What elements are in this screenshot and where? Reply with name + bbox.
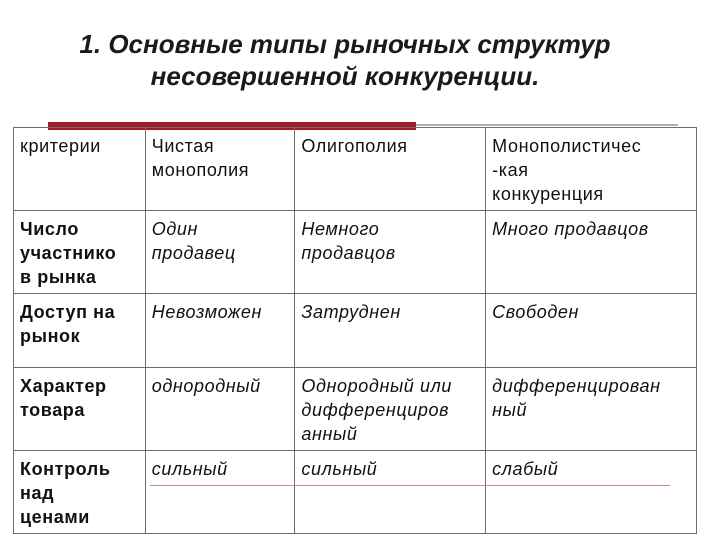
market-structures-table [13, 127, 697, 534]
table-row [14, 211, 697, 294]
cell-pure-monopoly: однородный [145, 368, 295, 451]
table-header-row [14, 128, 697, 211]
cell-oligopoly: Немного продавцов [295, 211, 486, 294]
table-row [14, 294, 697, 368]
cell-monopolistic: дифференцирован ный [486, 368, 697, 451]
row-criterion: Число участнико в рынка [14, 211, 146, 294]
cell-monopolistic: слабый [486, 451, 697, 534]
cell-pure-monopoly: Невозможен [145, 294, 295, 368]
cell-pure-monopoly: сильный [145, 451, 295, 534]
slide-title [0, 28, 690, 92]
cell-monopolistic: Свободен [486, 294, 697, 368]
header-pure-monopoly: Чистая монополия [145, 128, 295, 211]
row-criterion: Характер товара [14, 368, 146, 451]
decorative-pink-line [150, 485, 670, 486]
cell-oligopoly: сильный [295, 451, 486, 534]
cell-pure-monopoly: Один продавец [145, 211, 295, 294]
cell-oligopoly: Затруднен [295, 294, 486, 368]
row-criterion: Доступ на рынок [14, 294, 146, 368]
title-line-2: несовершенной конкуренции. [150, 61, 540, 91]
header-criteria: критерии [14, 128, 146, 211]
row-criterion: Контроль над ценами [14, 451, 146, 534]
title-line-1: 1. Основные типы рыночных структур [79, 29, 611, 59]
cell-oligopoly: Однородный или дифференциров анный [295, 368, 486, 451]
header-monopolistic-competition: Монополистичес -кая конкуренция [486, 128, 697, 211]
cell-monopolistic: Много продавцов [486, 211, 697, 294]
table-row [14, 368, 697, 451]
table-row [14, 451, 697, 534]
header-oligopoly: Олигополия [295, 128, 486, 211]
